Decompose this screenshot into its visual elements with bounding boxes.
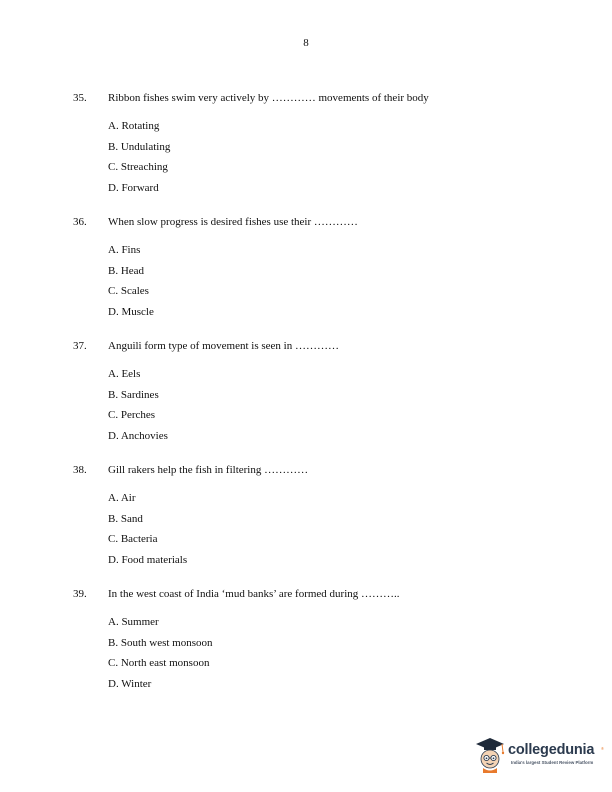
question-39 (73, 587, 543, 698)
question-number: 36. (73, 216, 87, 228)
option-d: D. Anchovies (108, 430, 168, 443)
question-text: When slow progress is desired fishes use their ………… (108, 216, 358, 228)
option-list (73, 119, 543, 202)
option-b: B. South west monsoon (108, 636, 213, 649)
option-list (73, 615, 543, 698)
mascot-icon (473, 735, 509, 775)
option-d: D. Muscle (108, 306, 154, 319)
option-b: B. Sardines (108, 388, 159, 401)
option-a: A. Air (108, 492, 136, 504)
option-c: C. Scales (108, 285, 149, 298)
option-a: A. Rotating (108, 120, 160, 132)
question-number: 37. (73, 340, 87, 352)
collegedunia-logo (473, 735, 605, 777)
question-38 (73, 463, 543, 574)
logo-wordmark: collegedunia (508, 742, 595, 758)
option-a: A. Fins (108, 244, 141, 256)
question-stem (73, 215, 543, 229)
question-stem (73, 339, 543, 353)
question-stem (73, 587, 543, 601)
question-37 (73, 339, 543, 450)
option-c: C. Streaching (108, 161, 168, 174)
option-c: C. Perches (108, 409, 156, 422)
registered-mark: ® (601, 746, 604, 751)
question-text: Gill rakers help the fish in filtering ………… (108, 464, 309, 476)
question-number: 35. (73, 92, 87, 104)
question-text: Ribbon fishes swim very actively by ………… movements of their body (108, 92, 429, 104)
option-d: D. Forward (108, 182, 159, 195)
option-b: B. Undulating (108, 140, 171, 153)
question-stem (73, 91, 543, 105)
option-list (73, 243, 543, 326)
page-number: 8 (303, 37, 309, 49)
question-35 (73, 91, 543, 202)
option-list (73, 491, 543, 574)
question-text: In the west coast of India ‘mud banks’ are formed during ……….. (108, 588, 400, 600)
option-b: B. Sand (108, 512, 143, 525)
option-list (73, 367, 543, 450)
question-number: 38. (73, 464, 87, 476)
option-d: D. Food materials (108, 554, 188, 567)
option-a: A. Summer (108, 616, 159, 628)
logo-tagline: India's largest Student Review Platform (511, 760, 594, 765)
option-a: A. Eels (108, 368, 141, 380)
option-d: D. Winter (108, 678, 152, 691)
question-stem (73, 463, 543, 477)
option-c: C. North east monsoon (108, 657, 210, 670)
question-text: Anguili form type of movement is seen in ………… (108, 340, 339, 352)
option-b: B. Head (108, 264, 145, 277)
question-number: 39. (73, 588, 87, 600)
question-36 (73, 215, 543, 326)
option-c: C. Bacteria (108, 533, 158, 546)
